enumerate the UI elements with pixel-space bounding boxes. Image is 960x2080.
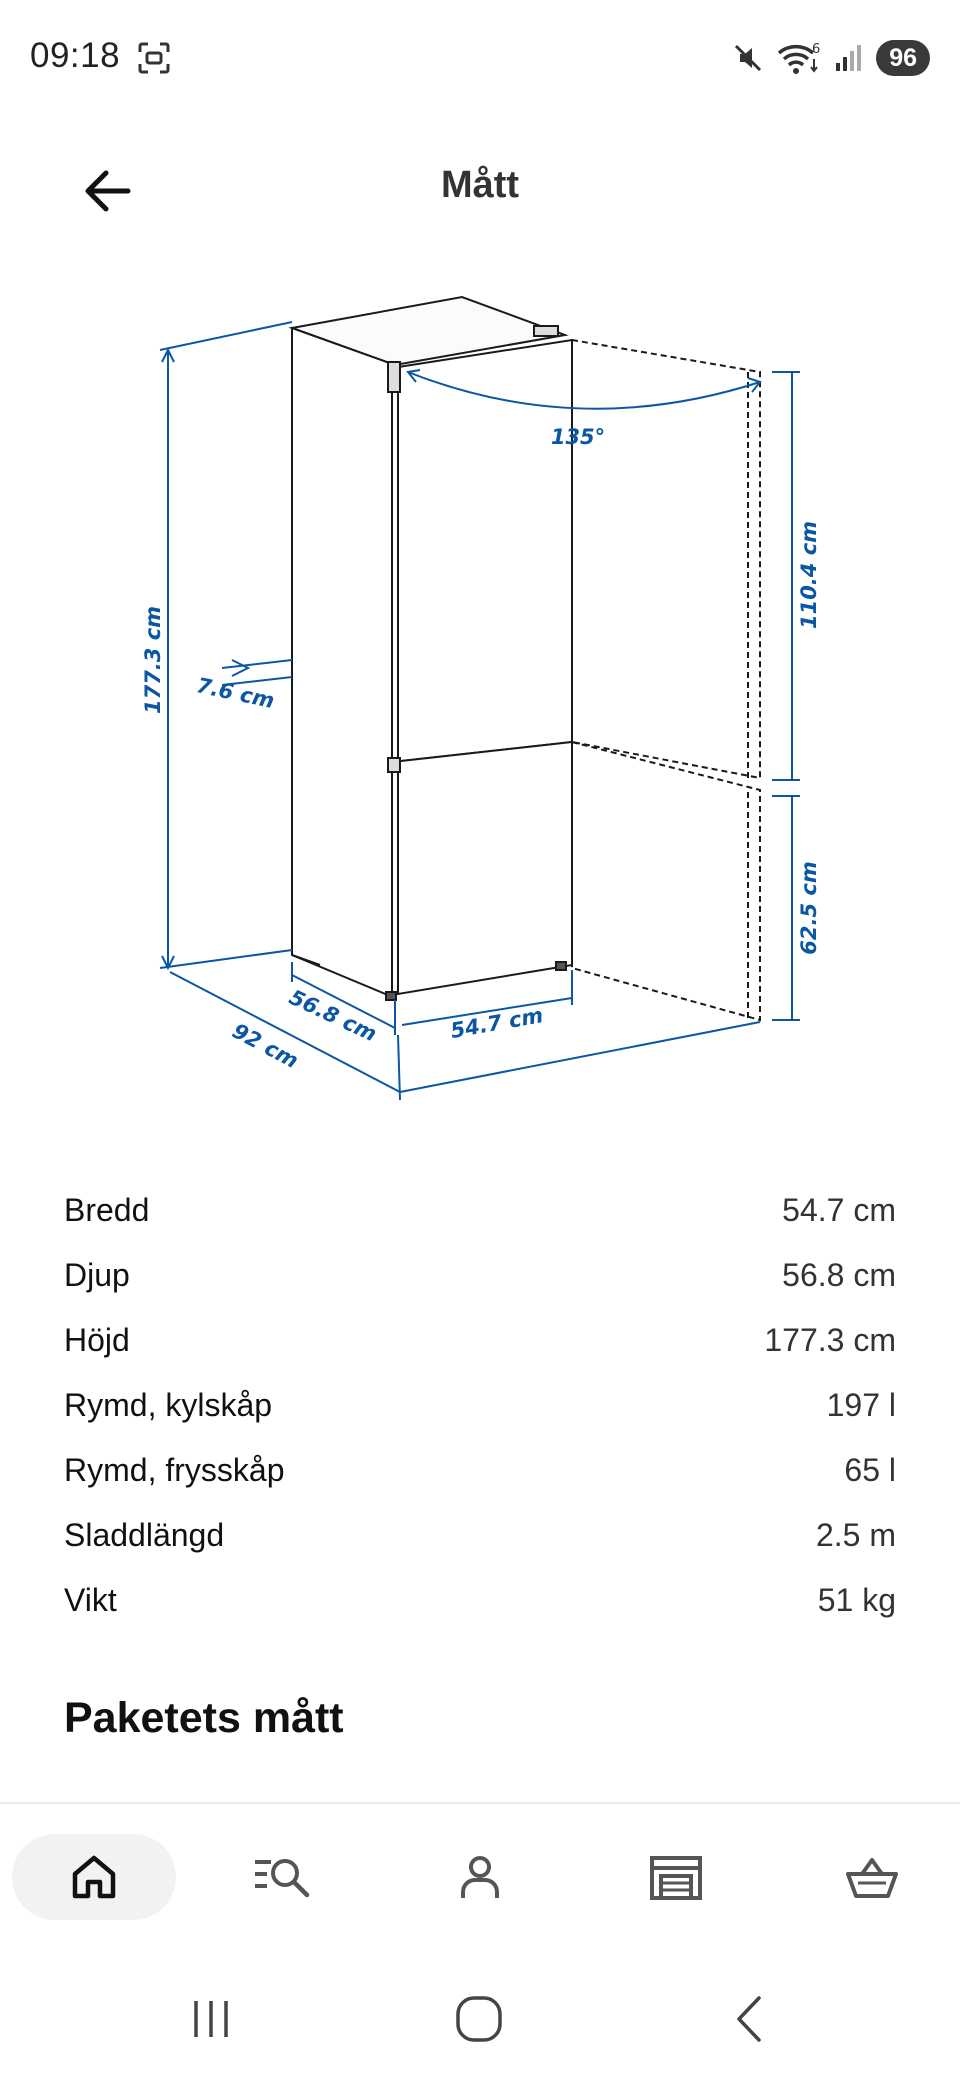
divider (0, 1802, 960, 1804)
spec-row (64, 1503, 896, 1568)
width-label: 54.7 cm (448, 1003, 545, 1044)
spec-row (64, 1243, 896, 1308)
dimension-diagram (0, 270, 960, 1120)
spec-row (64, 1373, 896, 1438)
spec-value: 177.3 cm (764, 1322, 896, 1358)
page-title: Mått (440, 164, 520, 206)
signal-icon (834, 43, 864, 73)
back-system-button[interactable] (704, 1984, 794, 2054)
fridge-door-height-label: 110.4 cm (797, 520, 821, 630)
spec-value: 2.5 m (815, 1517, 896, 1553)
freezer-door-height-label: 62.5 cm (797, 861, 821, 955)
height-label: 177.3 cm (141, 605, 165, 715)
mute-icon (732, 42, 764, 74)
battery-indicator: 96 (876, 40, 930, 76)
spec-label: Bredd (64, 1192, 150, 1228)
spec-value: 54.7 cm (782, 1192, 896, 1228)
depth-label: 56.8 cm (285, 985, 381, 1047)
spec-row (64, 1568, 896, 1633)
spec-label: Djup (64, 1257, 130, 1293)
nav-profile[interactable] (398, 1834, 562, 1920)
home-icon (69, 1852, 119, 1902)
spec-row (64, 1178, 896, 1243)
spec-label: Vikt (64, 1582, 117, 1618)
home-circle-icon (453, 1993, 505, 2045)
dimension-spec-list (64, 1178, 896, 1633)
nav-home[interactable] (12, 1834, 176, 1920)
spec-label: Höjd (64, 1322, 130, 1358)
nav-basket[interactable] (790, 1834, 954, 1920)
spec-label: Sladdlängd (64, 1517, 225, 1553)
search-list-icon (251, 1852, 313, 1902)
package-dimensions-heading: Paketets mått (64, 1694, 344, 1742)
system-navigation-bar (0, 1960, 960, 2080)
spec-value: 197 l (826, 1387, 896, 1423)
door-angle-label: 135° (550, 425, 606, 449)
status-bar (0, 0, 960, 116)
app-header (0, 116, 960, 252)
nav-store[interactable] (594, 1834, 758, 1920)
nav-search[interactable] (200, 1834, 364, 1920)
spec-row (64, 1438, 896, 1503)
depth-door-open-label: 92 cm (228, 1018, 303, 1074)
wifi-icon (776, 41, 822, 75)
fridge-dimensions-drawing (0, 270, 960, 1120)
bottom-navigation (0, 1826, 960, 1926)
status-icons (732, 38, 930, 78)
status-time: 09:18 (30, 36, 121, 75)
spec-value: 51 kg (817, 1582, 896, 1618)
profile-icon (455, 1852, 505, 1902)
spec-value: 56.8 cm (782, 1257, 896, 1293)
network-badge: 6 (812, 42, 821, 57)
home-system-button[interactable] (434, 1984, 524, 2054)
spec-row (64, 1308, 896, 1373)
store-icon (648, 1852, 704, 1902)
screenshot-icon (136, 40, 172, 76)
spec-label: Rymd, kylskåp (64, 1387, 273, 1423)
recent-apps-icon (186, 1997, 236, 2041)
recent-apps-button[interactable] (166, 1984, 256, 2054)
wall-gap-label: 7.6 cm (194, 673, 277, 714)
basket-icon (844, 1852, 900, 1902)
spec-label: Rymd, frysskåp (64, 1452, 285, 1488)
spec-value: 65 l (844, 1452, 896, 1488)
back-chevron-icon (729, 1994, 769, 2044)
